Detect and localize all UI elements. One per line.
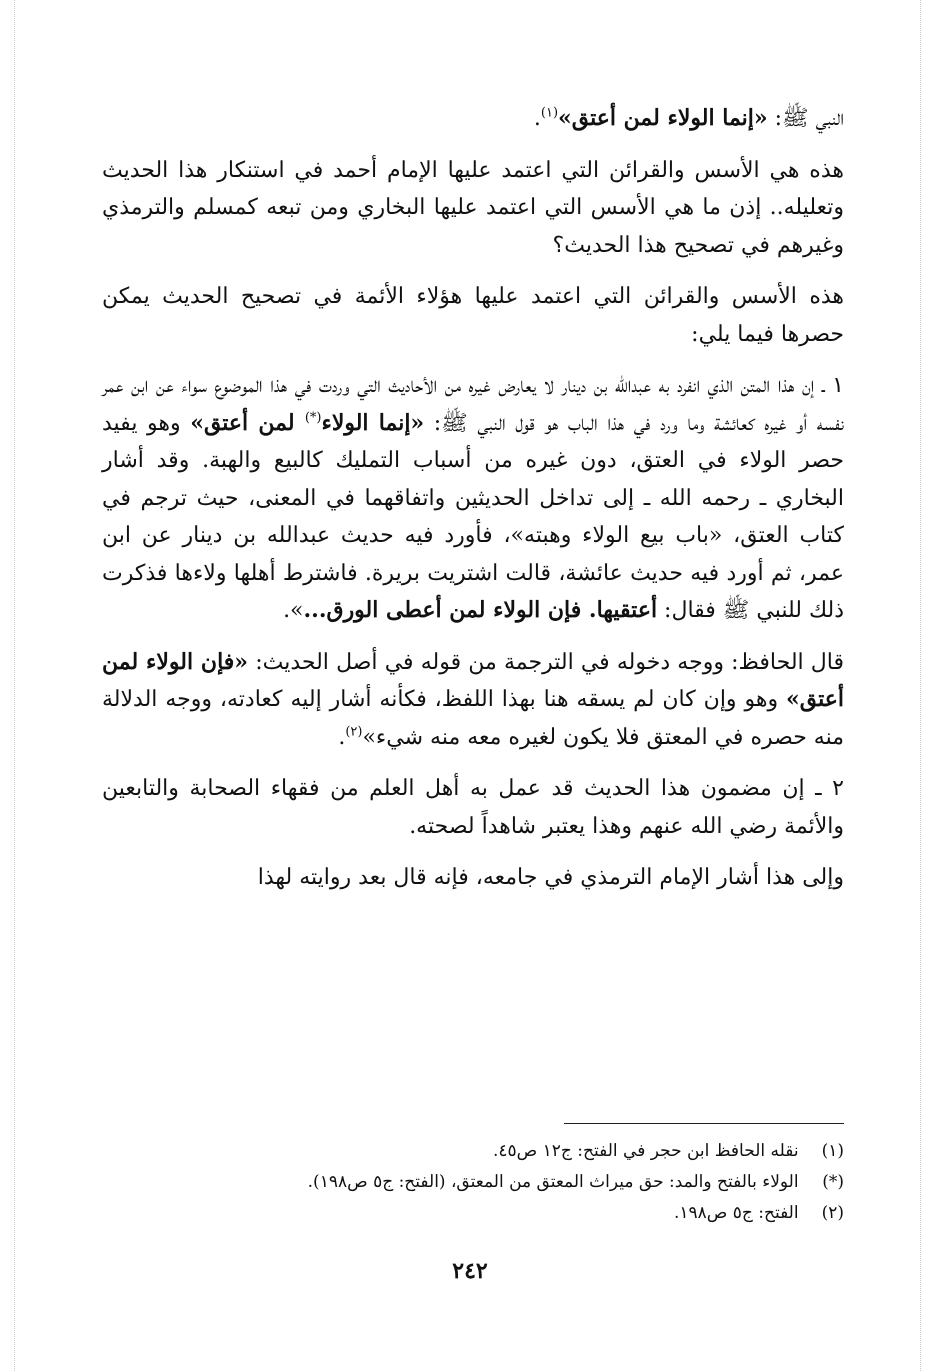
main-text (102, 100, 844, 897)
paragraph-1: هذه هي الأسس والقرائن التي اعتمد عليها الإمام أحمد في استنكار هذا الحديث وتعليله.. إذن ما هي الأسس التي اعتمد عليها البخاري ومن تبعه كمسلم والترمذي وغيرهم في تصحيح هذا الحديث؟ (102, 157, 844, 258)
footnotes (102, 1136, 844, 1229)
paragraph-3-bold2: لمن أعتق» (190, 409, 305, 436)
paragraph-2: هذه الأسس والقرائن التي اعتمد عليها هؤلاء الأئمة في تصحيح الحديث يمكن حصرها فيما يلي: (102, 284, 844, 347)
footnote-2-text: الفتح: ج٥ ص١٩٨. (673, 1203, 799, 1223)
paragraph-4 (102, 644, 844, 757)
paragraph-3 (102, 367, 844, 630)
paragraph-4-part1: قال الحافظ: ووجه دخوله في الترجمة من قوله في أصل الحديث: (248, 649, 845, 675)
paragraph-3-part3: ». (283, 598, 304, 623)
footnote-star (102, 1167, 844, 1198)
footnote-1-text: نقله الحافظ ابن حجر في الفتح: ج١٢ ص٤٥. (493, 1141, 799, 1161)
header-line (102, 100, 844, 138)
header-suffix: . (533, 106, 541, 131)
scan-edge-right (920, 0, 922, 1371)
paragraph-4-bold1: «فإن الولاء لمن أعتق» (102, 648, 844, 712)
header-prefix: النبي ﷺ: (767, 106, 844, 131)
header-bold-quote: «إنما الولاء لمن أعتق» (558, 105, 768, 131)
footnote-1 (102, 1136, 844, 1167)
footnote-star-number: (*) (822, 1172, 844, 1192)
paragraph-3-part2: وهو يفيد حصر الولاء في العتق، دون غيره من أسباب التمليك كالبيع والهبة. وقد أشار البخاري ـ رحمه الله ـ إلى تداخل الحديثين واتفاقهما في المعنى، حيث ترجم في كتاب العتق، «باب بيع الولاء وهبته»، فأورد فيه حديث عبدالله بن دينار عن ابن عمر، ثم أورد فيه حديث عائشة، قالت اشتريت بريرة. فاشترط أهلها ولاءها فذكرت ذلك للنبي ﷺ فقال: (102, 410, 844, 623)
paragraph-4-part2: وهو وإن كان لم يسقه هنا بهذا اللفظ، فكأنه أشار إليه كعادته، ووجه الدلالة منه حصره في المعتق فلا يكون لغيره معه منه شيء» (102, 687, 844, 750)
footnote-star-text: الولاء بالفتح والمد: حق ميراث المعتق من المعتق، (الفتح: ج٥ ص١٩٨). (307, 1172, 799, 1192)
page-number: ٢٤٢ (452, 1258, 488, 1284)
paragraph-3-part1: ١ ـ إن هذا المتن الذي انفرد به عبدالله بن دينار لا يعارض غيره من الأحاديث التي وردت في هذا الموضوع سواء عن ابن عمر نفسه أو غيره كعائشة وما ورد في هذا الباب هو قول النبي ﷺ: (102, 373, 845, 436)
footnote-ref-star: (*) (304, 410, 322, 426)
paragraph-5: ٢ ـ إن مضمون هذا الحديث قد عمل به أهل العلم من فقهاء الصحابة والتابعين والأئمة رضي الله عنهم وهذا يعتبر شاهداً لصحته. (102, 776, 844, 839)
footnote-ref-2: (٢) (345, 724, 363, 740)
paragraph-6: وإلى هذا أشار الإمام الترمذي في جامعه، فإنه قال بعد روايته لهذا (257, 865, 844, 890)
footnote-ref-1: (١) (540, 105, 559, 121)
footnote-separator (564, 1123, 844, 1124)
paragraph-4-part3: . (338, 724, 346, 750)
scan-edge-left (14, 0, 16, 1371)
footnote-2 (102, 1198, 844, 1229)
paragraph-3-bold3: أعتقيها. فإن الولاء لمن أعطى الورق... (303, 597, 658, 623)
footnote-1-number: (١) (821, 1141, 844, 1161)
paragraph-3-bold1: «إنما الولاء (321, 409, 425, 436)
footnote-2-number: (٢) (821, 1203, 844, 1223)
